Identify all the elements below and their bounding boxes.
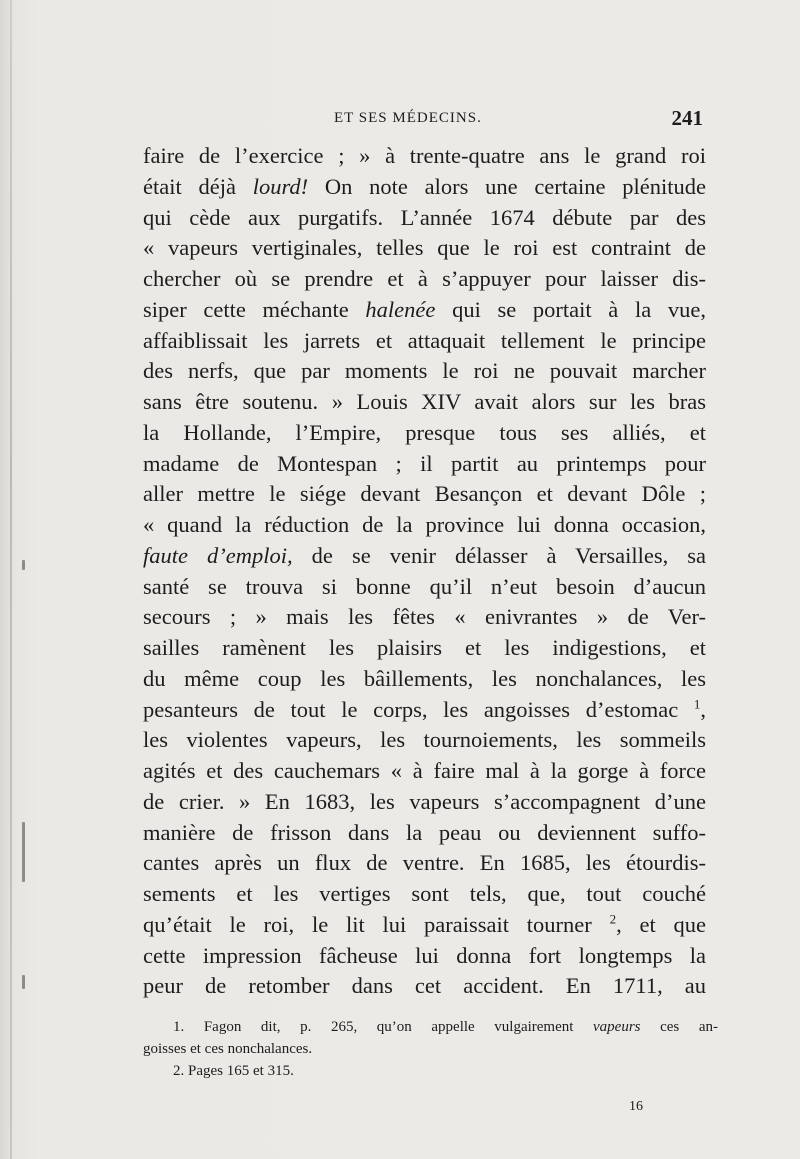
- footnote-reference: 2: [609, 911, 617, 927]
- text-run: « quand la réduction de la province lui donna occasion,: [143, 512, 706, 537]
- text-run: agités et des cauchemars « à faire mal à la gorge à force: [143, 758, 706, 783]
- text-run: des nerfs, que par moments le roi ne pouvait marcher: [143, 358, 706, 384]
- text-run: , et que: [616, 911, 706, 937]
- text-line: [143, 971, 706, 1002]
- text-line: [143, 941, 706, 972]
- page-number: 241: [671, 106, 703, 130]
- text-line: [143, 572, 706, 603]
- text-run: qui cède aux purgatifs. L’année 1674 débute par des: [143, 204, 706, 230]
- page-header: [143, 106, 703, 132]
- text-line: [143, 664, 706, 695]
- text-line: [143, 172, 706, 203]
- text-run: On note alors une certaine plénitude: [308, 173, 706, 199]
- text-line: [143, 879, 706, 910]
- signature-mark: 16: [629, 1099, 643, 1114]
- margin-mark: [22, 560, 25, 570]
- text-run: peur de retomber dans cet accident. En 1711, au: [143, 973, 706, 999]
- text-line: [143, 602, 706, 633]
- text-run: affaiblissait les jarrets et attaquait tellement le principe: [143, 327, 706, 353]
- text-line: [143, 725, 706, 756]
- text-line: [143, 356, 706, 387]
- margin-mark: [22, 822, 25, 882]
- body-text: [143, 141, 706, 1002]
- text-run: santé se trouva si bonne qu’il n’eut besoin d’aucun: [143, 573, 706, 599]
- text-run: manière de frisson dans la peau ou deviennent suffo-: [143, 819, 706, 845]
- text-run: pesanteurs de tout le corps, les angoisses d’estomac: [143, 696, 694, 722]
- footnote-1: [143, 1016, 718, 1038]
- footnote-1-continued: goisses et ces nonchalances.: [143, 1041, 313, 1057]
- text-run: aller mettre le siége devant Besançon et devant Dôle ;: [143, 481, 706, 507]
- footnote-italic: vapeurs: [593, 1019, 641, 1035]
- text-line: [143, 387, 706, 418]
- text-run: la Hollande, l’Empire, presque tous ses alliés, et: [143, 419, 706, 445]
- text-line: [143, 910, 706, 941]
- footnote-text: 1. Fagon dit, p. 265, qu’on appelle vulgairement: [173, 1019, 594, 1035]
- text-run: ,: [700, 696, 706, 722]
- text-run: sans être soutenu. » Louis XIV avait alors sur les bras: [143, 389, 706, 414]
- text-line: [143, 418, 706, 449]
- italic-text: lourd!: [252, 173, 309, 199]
- text-line: [143, 295, 706, 326]
- footnote-reference: 1: [693, 696, 701, 711]
- text-run: secours ; » mais les fêtes « enivrantes » de Ver-: [143, 604, 706, 630]
- text-line: [143, 326, 706, 357]
- text-line: [143, 541, 706, 572]
- text-run: sailles ramènent les plaisirs et les indigestions, et: [143, 635, 706, 660]
- text-run: les violentes vapeurs, les tournoiements, les sommeils: [143, 727, 706, 753]
- text-line: [143, 479, 706, 510]
- text-line: [143, 233, 706, 264]
- text-line: [143, 818, 706, 849]
- text-line: [143, 787, 706, 818]
- text-line: [143, 203, 706, 234]
- margin-mark: [22, 975, 25, 989]
- text-run: faire de l’exercice ; » à trente-quatre ans le grand roi: [143, 143, 706, 168]
- text-run: était déjà: [143, 173, 253, 199]
- text-run: siper cette méchante: [143, 296, 366, 322]
- text-line: [143, 756, 706, 787]
- text-line: [143, 848, 706, 879]
- text-run: « vapeurs vertiginales, telles que le roi est contraint de: [143, 235, 706, 261]
- text-line: [143, 510, 706, 541]
- text-run: de se venir délasser à Versailles, sa: [292, 542, 706, 568]
- text-run: de crier. » En 1683, les vapeurs s’accompagnent d’une: [143, 788, 706, 814]
- italic-text: halenée: [365, 296, 436, 322]
- footnote-text: ces an-: [640, 1019, 719, 1035]
- text-run: qu’était le roi, le lit lui paraissait tourner: [143, 911, 610, 937]
- footnote-2: 2. Pages 165 et 315.: [173, 1063, 294, 1079]
- text-run: chercher où se prendre et à s’appuyer pour laisser dis-: [143, 266, 706, 291]
- text-line: [143, 633, 706, 664]
- text-line: [143, 141, 706, 172]
- text-line: [143, 449, 706, 480]
- footnotes: [143, 1016, 718, 1082]
- text-run: du même coup les bâillements, les nonchalances, les: [143, 665, 706, 691]
- text-line: [143, 695, 706, 726]
- text-run: cette impression fâcheuse lui donna fort longtemps la: [143, 942, 706, 968]
- text-run: cantes après un flux de ventre. En 1685, les étourdis-: [143, 850, 706, 876]
- text-run: sements et les vertiges sont tels, que, tout couché: [143, 881, 706, 906]
- running-head: ET SES MÉDECINS.: [334, 110, 482, 126]
- text-run: madame de Montespan ; il partit au printemps pour: [143, 450, 706, 476]
- italic-text: faute d’emploi,: [143, 542, 293, 568]
- page-gutter: [10, 0, 12, 1159]
- text-line: [143, 264, 706, 295]
- text-run: qui se portait à la vue,: [435, 296, 706, 322]
